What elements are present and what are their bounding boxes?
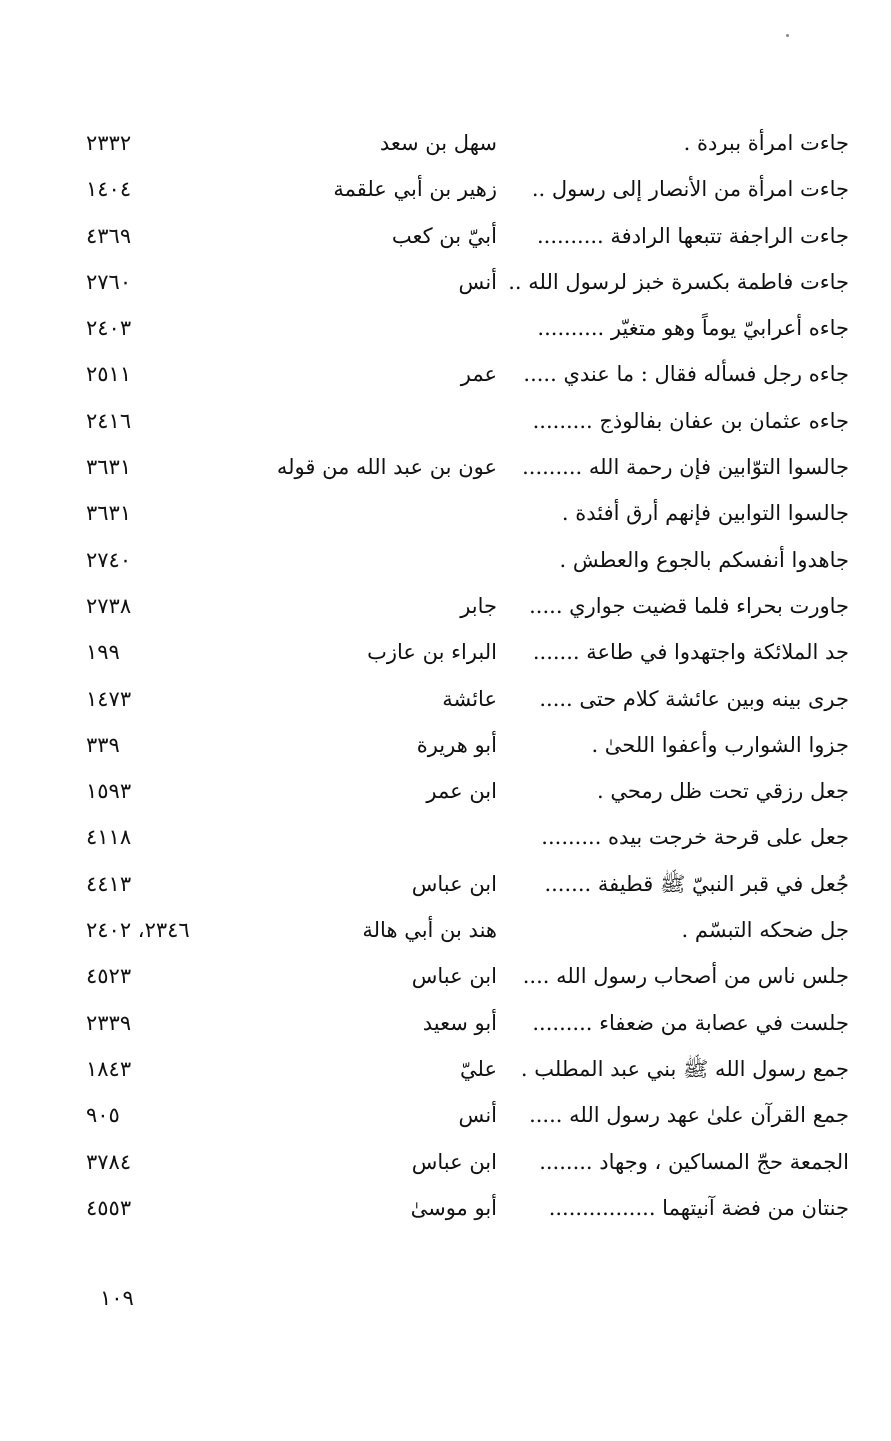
reference-number: ٢٣٤٦، ٢٤٠٢ xyxy=(86,918,190,943)
hadith-text: جنتان من فضة آنيتهما ................ xyxy=(548,1195,849,1220)
index-row xyxy=(0,120,891,166)
reference-number: ٢٣٣٩ xyxy=(86,1010,132,1035)
narrator-name: عون بن عبد الله من قوله xyxy=(276,455,497,480)
reference-number: ٣٧٨٤ xyxy=(86,1149,132,1174)
narrator-name: عليّ xyxy=(460,1056,497,1081)
reference-number: ٤٣٦٩ xyxy=(86,223,132,248)
narrator-name: أبو هريرة xyxy=(416,732,497,757)
hadith-text: جد الملائكة واجتهدوا في طاعة ....... xyxy=(532,640,849,665)
page-number: ١٠٩ xyxy=(100,1286,134,1310)
reference-number: ٩٠٥ xyxy=(86,1103,120,1128)
reference-number: ١٩٩ xyxy=(86,640,120,665)
hadith-text: جاهدوا أنفسكم بالجوع والعطش . xyxy=(559,547,849,572)
reference-number: ٢٤١٦ xyxy=(86,408,132,433)
hadith-text: جاءت الراجفة تتبعها الرادفة .......... xyxy=(536,223,849,248)
hadith-text: جاءه رجل فسأله فقال : ما عندي ..... xyxy=(523,362,849,387)
reference-number: ٢٧٤٠ xyxy=(86,547,132,572)
narrator-name: ابن عمر xyxy=(426,779,497,804)
reference-number: ١٤٠٤ xyxy=(86,177,132,202)
reference-number: ٤١١٨ xyxy=(86,825,132,850)
hadith-text: جرى بينه وبين عائشة كلام حتى ..... xyxy=(539,686,849,711)
index-row xyxy=(0,676,891,722)
index-row xyxy=(0,537,891,583)
index-row xyxy=(0,1092,891,1138)
index-row xyxy=(0,1139,891,1185)
index-row xyxy=(0,953,891,999)
narrator-name: أنس xyxy=(458,269,497,294)
hadith-text: جاءت امرأة من الأنصار إلى رسول .. xyxy=(531,177,849,202)
index-row xyxy=(0,861,891,907)
hadith-text: جعل رزقي تحت ظل رمحي . xyxy=(597,779,849,804)
narrator-name: البراء بن عازب xyxy=(367,640,497,665)
reference-number: ١٤٧٣ xyxy=(86,686,132,711)
narrator-name: عائشة xyxy=(442,686,497,711)
hadith-text: جاورت بحراء فلما قضيت جواري ..... xyxy=(529,593,849,618)
index-row xyxy=(0,166,891,212)
hadith-text: جل ضحكه التبسّم . xyxy=(681,918,849,943)
reference-number: ٢٤٠٣ xyxy=(86,316,132,341)
index-row xyxy=(0,259,891,305)
hadith-text: جلس ناس من أصحاب رسول الله .... xyxy=(522,964,849,989)
hadith-text: جمع رسول الله ﷺ بني عبد المطلب . xyxy=(520,1056,849,1081)
reference-number: ٢٣٣٢ xyxy=(86,131,132,155)
narrator-name: ابن عباس xyxy=(411,964,497,989)
narrator-name: عمر xyxy=(460,362,497,387)
hadith-text: جُعل في قبر النبيّ ﷺ قطيفة ....... xyxy=(544,871,849,896)
index-row xyxy=(0,305,891,351)
narrator-name: ابن عباس xyxy=(411,871,497,896)
narrator-name: سهل بن سعد xyxy=(379,131,497,155)
stray-dot xyxy=(786,34,789,37)
narrator-name: زهير بن أبي علقمة xyxy=(333,177,497,202)
hadith-text: جالسوا التوابين فإنهم أرق أفئدة . xyxy=(561,501,849,526)
reference-number: ٤٥٢٣ xyxy=(86,964,132,989)
index-row xyxy=(0,398,891,444)
index-row xyxy=(0,490,891,536)
hadith-text: جاءه عثمان بن عفان بفالوذج ......... xyxy=(532,408,849,433)
hadith-text: جاءت فاطمة بكسرة خبز لرسول الله .. xyxy=(508,269,849,294)
hadith-text: جلست في عصابة من ضعفاء ......... xyxy=(532,1010,849,1035)
narrator-name: ابن عباس xyxy=(411,1149,497,1174)
index-row xyxy=(0,629,891,675)
index-row xyxy=(0,907,891,953)
narrator-name: أبو سعيد xyxy=(422,1010,497,1035)
hadith-text: جزوا الشوارب وأعفوا اللحىٰ . xyxy=(591,732,849,757)
hadith-text: جالسوا التوّابين فإن رحمة الله ......... xyxy=(522,455,849,480)
hadith-text: جعل على قرحة خرجت بيده ......... xyxy=(541,825,849,850)
reference-number: ٣٦٣١ xyxy=(86,455,132,480)
reference-number: ٢٧٦٠ xyxy=(86,269,132,294)
narrator-name: أنس xyxy=(458,1103,497,1128)
narrator-name: جابر xyxy=(460,593,497,618)
index-row xyxy=(0,768,891,814)
reference-number: ١٨٤٣ xyxy=(86,1056,132,1081)
index-table xyxy=(0,120,891,1231)
hadith-text: جاءه أعرابيّ يوماً وهو متغيّر .......... xyxy=(537,316,849,341)
index-row xyxy=(0,1046,891,1092)
index-row xyxy=(0,1185,891,1231)
reference-number: ٣٣٩ xyxy=(86,732,120,757)
index-row xyxy=(0,213,891,259)
index-row xyxy=(0,1000,891,1046)
narrator-name: أبيّ بن كعب xyxy=(391,223,497,248)
hadith-text: جاءت امرأة ببردة . xyxy=(683,131,849,155)
reference-number: ٤٥٥٣ xyxy=(86,1195,132,1220)
narrator-name: هند بن أبي هالة xyxy=(362,918,497,943)
hadith-text: الجمعة حجّ المساكين ، وجهاد ........ xyxy=(539,1149,849,1174)
reference-number: ٢٧٣٨ xyxy=(86,593,132,618)
narrator-name: أبو موسىٰ xyxy=(410,1195,497,1220)
index-row xyxy=(0,814,891,860)
index-row xyxy=(0,722,891,768)
reference-number: ٣٦٣١ xyxy=(86,501,132,526)
reference-number: ١٥٩٣ xyxy=(86,779,132,804)
reference-number: ٤٤١٣ xyxy=(86,871,132,896)
index-row xyxy=(0,444,891,490)
index-row xyxy=(0,583,891,629)
reference-number: ٢٥١١ xyxy=(86,362,132,387)
hadith-text: جمع القرآن علىٰ عهد رسول الله ..... xyxy=(529,1103,849,1128)
index-row xyxy=(0,351,891,397)
